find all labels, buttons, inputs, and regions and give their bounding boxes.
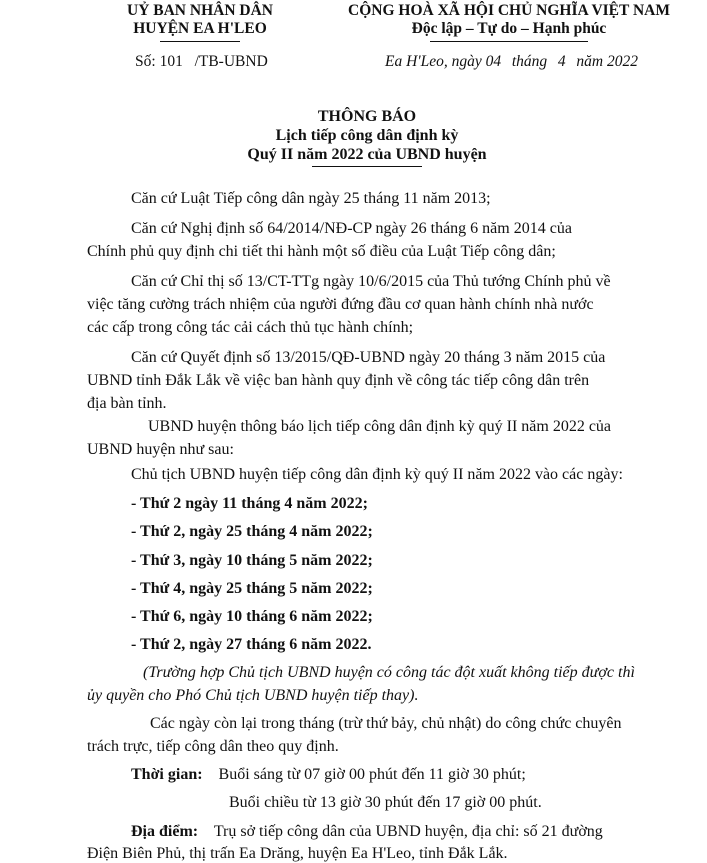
basis-directive-line-3: các cấp trong công tác cải cách thủ tục hành chính; — [87, 319, 414, 336]
location-line-2: Điện Biên Phủ, thị trấn Ea Drăng, huyện Ea H'Leo, tỉnh Đắk Lắk. — [87, 845, 508, 862]
doc-number-code: /TB-UBND — [194, 53, 268, 70]
basis-directive-line-1: Căn cứ Chỉ thị số 13/CT-TTg ngày 10/6/2015 của Thủ tướng Chính phủ về — [131, 273, 611, 290]
nation-line-2: Độc lập – Tự do – Hạnh phúc — [411, 20, 607, 37]
basis-decision-line-1: Căn cứ Quyết định số 13/2015/QĐ-UBND ngày 20 tháng 3 năm 2015 của — [131, 349, 606, 366]
delegation-note-line-2: ủy quyền cho Phó Chủ tịch UBND huyện tiếp thay). — [87, 687, 419, 704]
schedule-date-3: - Thứ 3, ngày 10 tháng 5 năm 2022; — [131, 552, 373, 569]
authority-line-2: HUYỆN EA H'LEO — [133, 20, 267, 37]
schedule-intro: Chủ tịch UBND huyện tiếp công dân định kỳ quý II năm 2022 vào các ngày: — [131, 466, 623, 483]
basis-decree-line-2: Chính phủ quy định chi tiết thi hành một số điều của Luật Tiếp công dân; — [87, 243, 556, 260]
authority-line-1: UỶ BAN NHÂN DÂN — [127, 2, 273, 19]
date-month-label: tháng — [511, 53, 548, 70]
time-morning-row — [131, 766, 526, 784]
date-month: 4 — [557, 53, 566, 70]
location-line-1: Trụ sở tiếp công dân của UBND huyện, địa chỉ: số 21 đường — [213, 823, 603, 840]
basis-directive-line-2: việc tăng cường trách nhiệm của người đứng đầu cơ quan hành chính nhà nước — [87, 296, 594, 313]
time-morning: Buổi sáng từ 07 giờ 00 phút đến 11 giờ 30 phút; — [218, 766, 526, 783]
authority-underline — [160, 41, 240, 42]
announcement-line-1: UBND huyện thông báo lịch tiếp công dân định kỳ quý II năm 2022 của — [148, 418, 612, 435]
date-place: Ea H'Leo, ngày — [385, 53, 482, 70]
announcement-line-2: UBND huyện như sau: — [87, 441, 234, 458]
basis-decree-line-1: Căn cứ Nghị định số 64/2014/NĐ-CP ngày 26 tháng 6 năm 2014 của — [131, 220, 572, 237]
time-afternoon: Buổi chiều từ 13 giờ 30 phút đến 17 giờ 00 phút. — [229, 794, 542, 811]
delegation-note-line-1: (Trường hợp Chủ tịch UBND huyện có công tác đột xuất không tiếp được thì — [143, 664, 635, 681]
date-year: năm 2022 — [576, 53, 638, 70]
notice-subtitle-1: Lịch tiếp công dân định kỳ — [275, 127, 459, 144]
basis-decision-line-3: địa bàn tỉnh. — [87, 395, 167, 412]
schedule-date-2: - Thứ 2, ngày 25 tháng 4 năm 2022; — [131, 523, 373, 540]
doc-number-value: 101 — [159, 53, 183, 70]
time-label: Thời gian: — [131, 766, 203, 783]
date-day: 04 — [485, 53, 502, 70]
notice-subtitle-2: Quý II năm 2022 của UBND huyện — [247, 146, 487, 163]
notice-title: THÔNG BÁO — [317, 108, 417, 125]
doc-number-label: Số: — [135, 53, 156, 70]
nation-line-1: CỘNG HOÀ XÃ HỘI CHỦ NGHĨA VIỆT NAM — [348, 2, 670, 19]
basis-law: Căn cứ Luật Tiếp công dân ngày 25 tháng 11 năm 2013; — [131, 190, 491, 207]
schedule-date-4: - Thứ 4, ngày 25 tháng 5 năm 2022; — [131, 580, 373, 597]
document-number — [135, 53, 268, 71]
remaining-days-line-1: Các ngày còn lại trong tháng (trừ thứ bảy, chủ nhật) do công chức chuyên — [150, 715, 622, 732]
title-underline — [312, 166, 422, 167]
location-row — [131, 823, 603, 841]
schedule-date-6: - Thứ 2, ngày 27 tháng 6 năm 2022. — [131, 636, 372, 653]
basis-decision-line-2: UBND tỉnh Đắk Lắk về việc ban hành quy định về công tác tiếp công dân trên — [87, 372, 590, 389]
schedule-date-1: - Thứ 2 ngày 11 tháng 4 năm 2022; — [131, 495, 368, 512]
schedule-date-5: - Thứ 6, ngày 10 tháng 6 năm 2022; — [131, 608, 373, 625]
remaining-days-line-2: trách trực, tiếp công dân theo quy định. — [87, 738, 339, 755]
nation-underline — [430, 41, 588, 42]
document-date — [385, 53, 638, 71]
location-label: Địa điểm: — [131, 823, 199, 840]
